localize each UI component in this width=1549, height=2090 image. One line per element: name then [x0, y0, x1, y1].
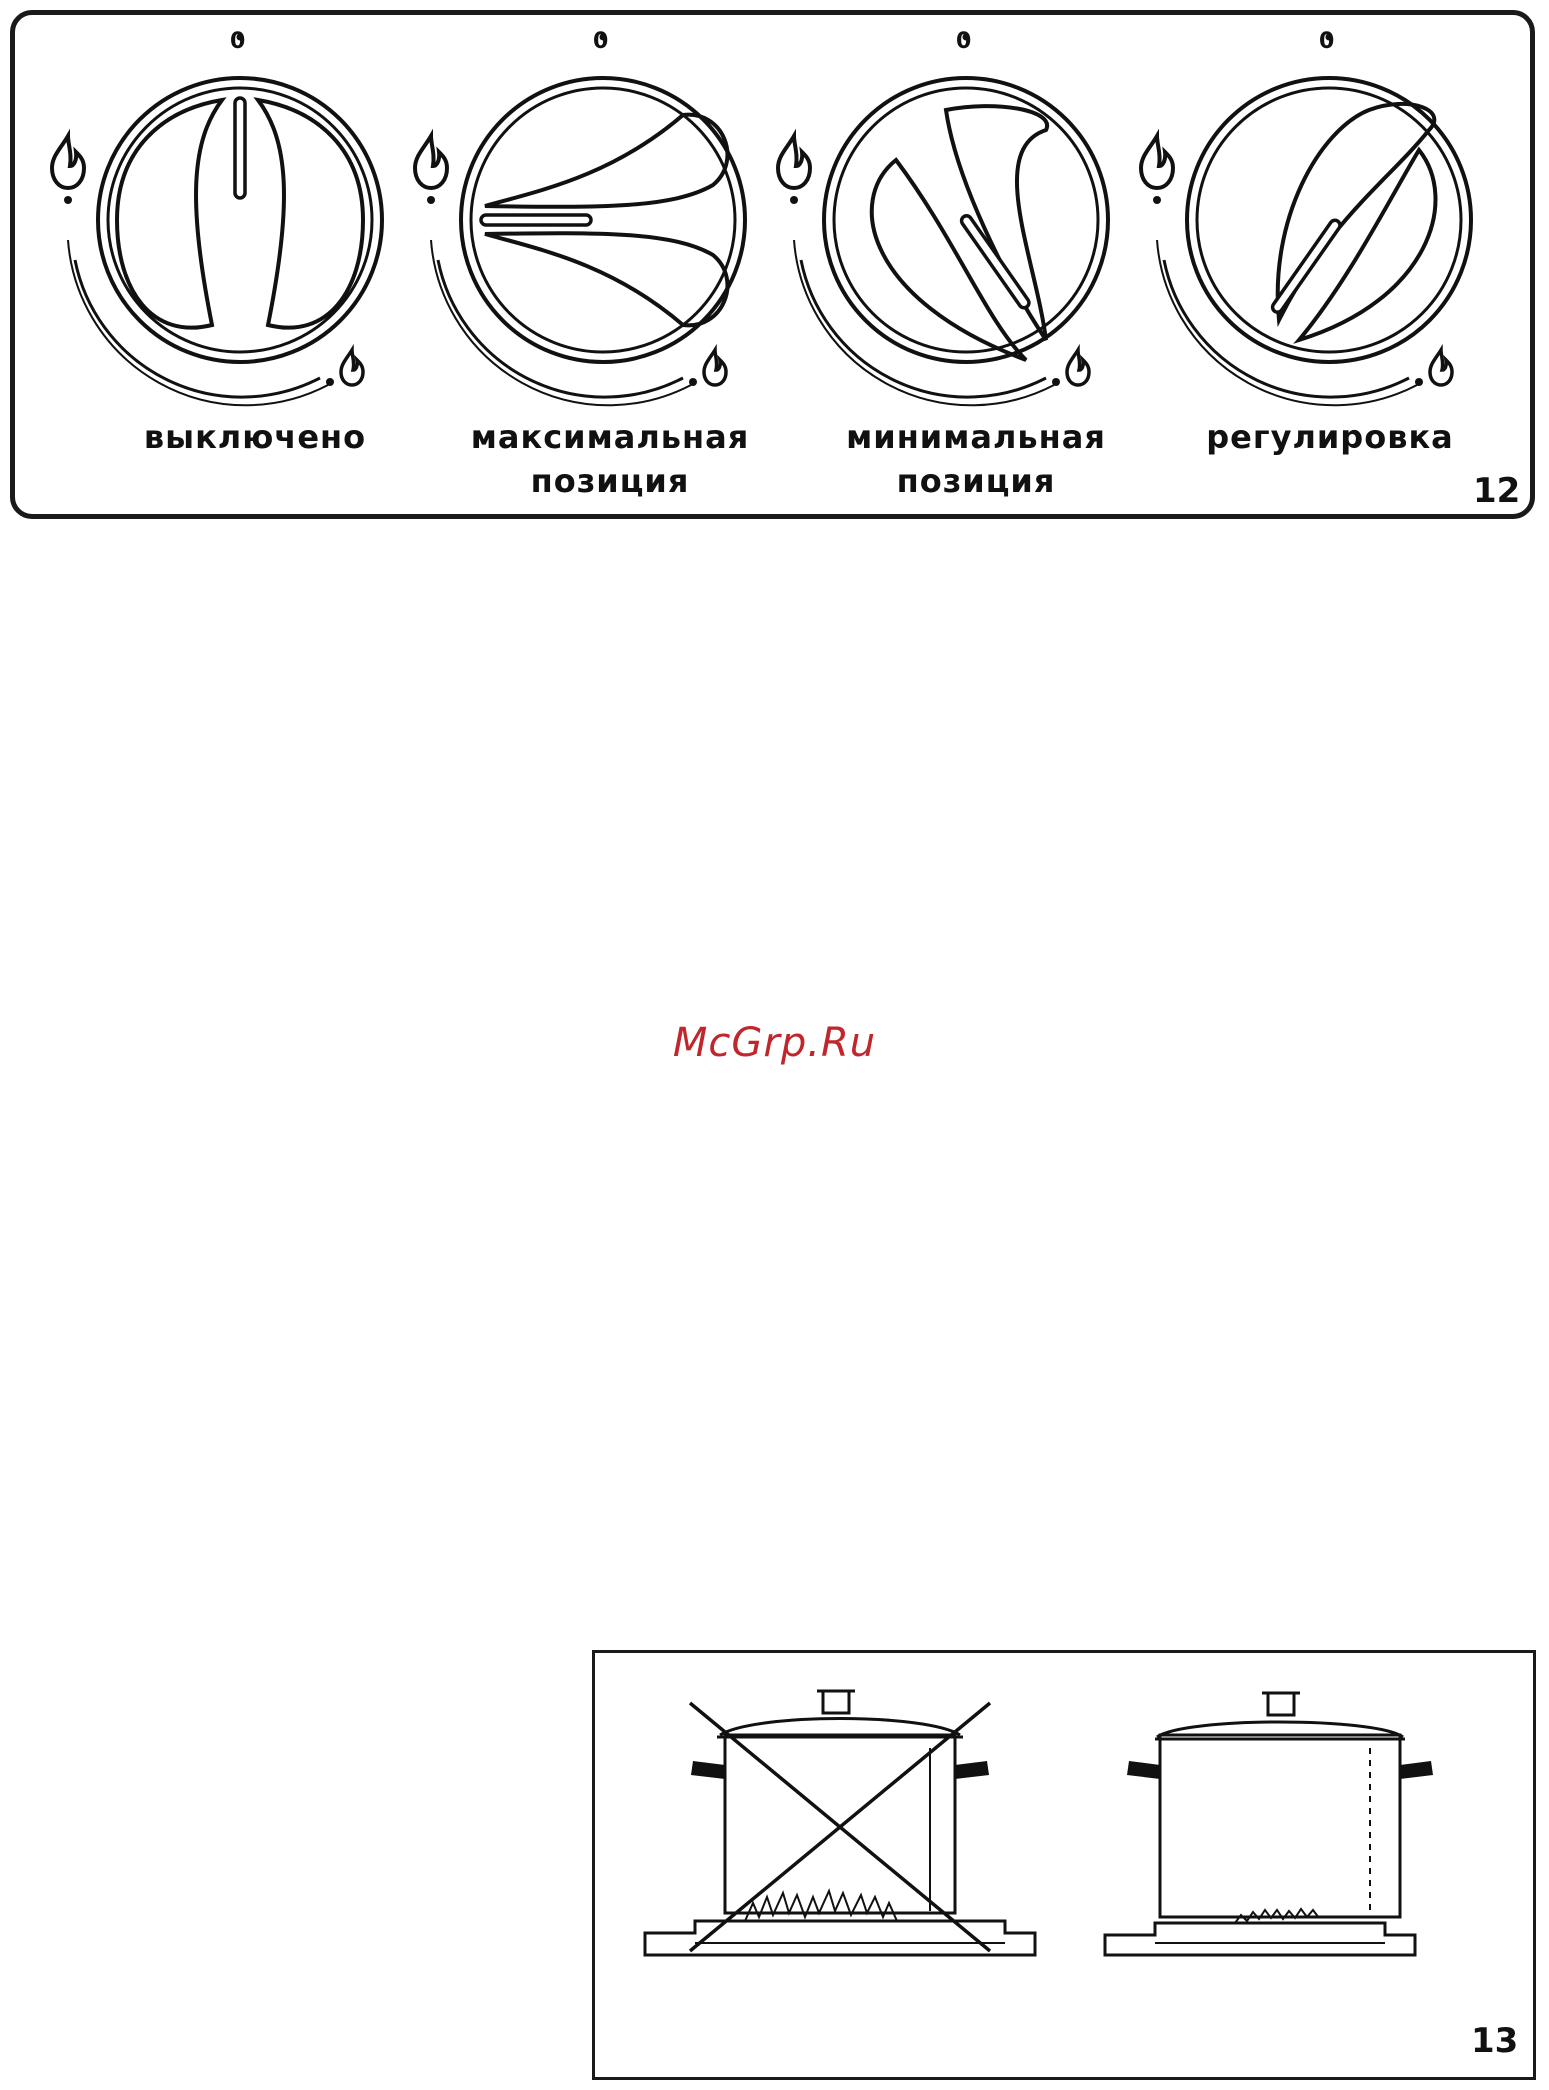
figure-number-13: 13 — [1471, 2021, 1519, 2061]
label-line: регулировка — [1206, 418, 1454, 456]
figure-12-panel — [10, 10, 1535, 519]
knob-off — [52, 34, 382, 406]
pot-correct-placement — [1105, 1693, 1433, 1955]
knob-regulation — [1141, 34, 1471, 406]
figure-number-12: 12 — [1473, 471, 1521, 511]
pot-wrong-placement — [645, 1691, 1035, 1955]
label-line: максимальная — [470, 418, 750, 456]
zero-mark: 0 — [1319, 29, 1335, 54]
zero-mark: 0 — [956, 29, 972, 54]
zero-mark: 0 — [230, 29, 246, 54]
knob-label-minimum — [811, 415, 1141, 503]
label-line: минимальная — [846, 418, 1106, 456]
label-line: выключено — [143, 418, 367, 456]
knob-label-off — [90, 415, 420, 459]
label-line: позиция — [896, 462, 1056, 500]
pot-illustrations — [595, 1653, 1533, 2077]
knob-minimum — [778, 34, 1108, 406]
label-line: позиция — [530, 462, 690, 500]
figure-13-panel — [592, 1650, 1536, 2080]
watermark-text: McGrp.Ru — [672, 1020, 877, 1066]
knob-label-regulation — [1165, 415, 1495, 459]
knob-maximum — [415, 34, 745, 406]
knob-label-maximum — [445, 415, 775, 503]
zero-mark: 0 — [593, 29, 609, 54]
